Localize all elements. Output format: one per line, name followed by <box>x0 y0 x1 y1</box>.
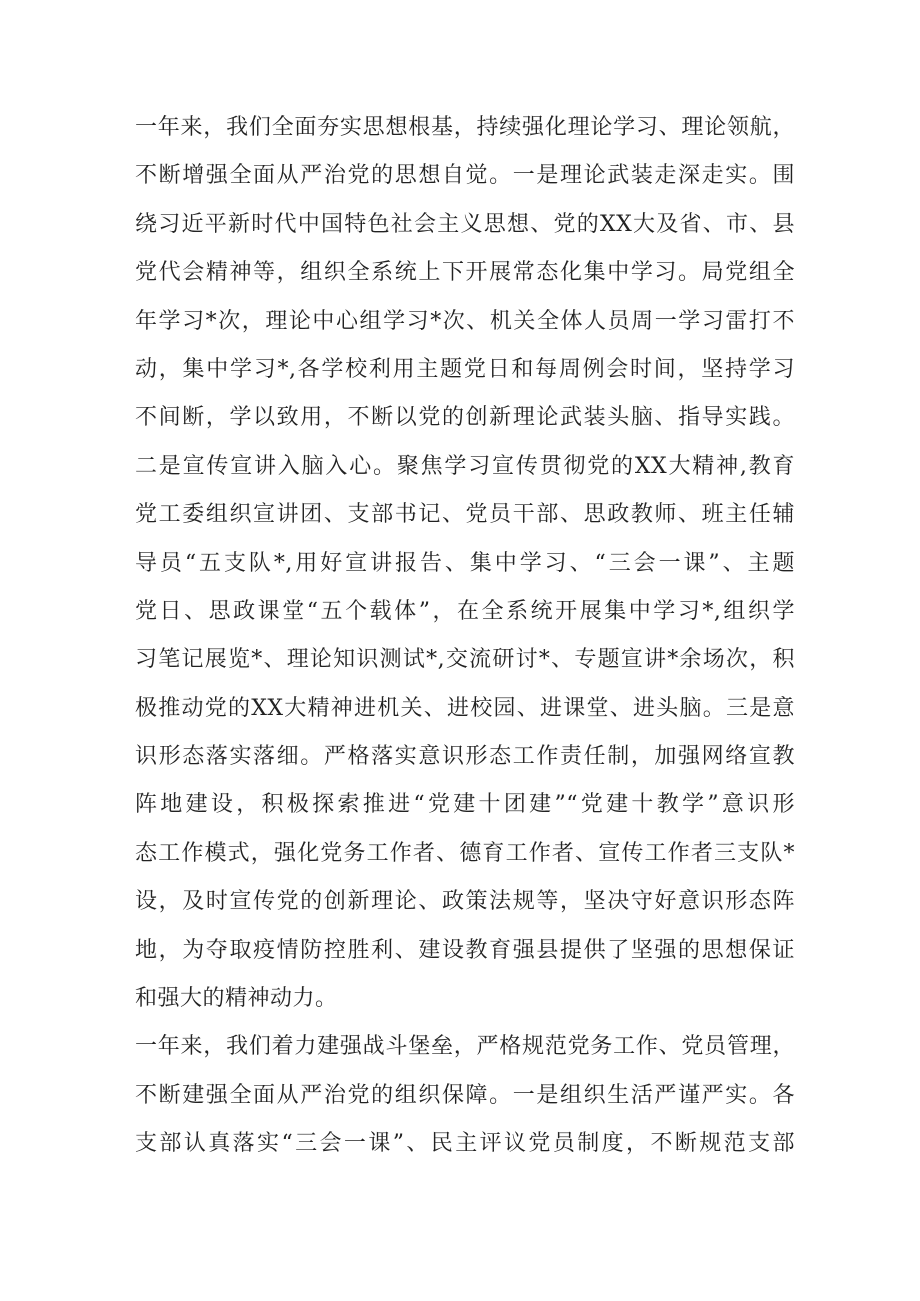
text-line: 二是宣传宣讲入脑入心。聚焦学习宣传贯彻党的XX大精神,教育 <box>135 453 795 479</box>
text-line: 导员“五支队*,用好宣讲报告、集中学习、“三会一课”、主题 <box>135 550 795 576</box>
text-line: 不断增强全面从严治党的思想自觉。一是理论武装走深走实。围 <box>135 163 795 189</box>
text-line: 党日、思政课堂“五个载体”，在全系统开展集中学习*,组织学 <box>135 598 795 624</box>
paragraph-ideology <box>135 104 795 1023</box>
text-line: 绕习近平新时代中国特色社会主义思想、党的XX大及省、市、县 <box>135 211 795 237</box>
text-line: 不断建强全面从严治党的组织保障。一是组织生活严谨严实。各 <box>135 1082 795 1108</box>
text-line: 一年来，我们着力建强战斗堡垒，严格规范党务工作、党员管理， <box>135 1034 795 1060</box>
text-line: 动，集中学习*,各学校利用主题党日和每周例会时间，坚持学习 <box>135 356 795 382</box>
text-line: 党代会精神等，组织全系统上下开展常态化集中学习。局党组全 <box>135 260 795 286</box>
text-line: 习笔记展览*、理论知识测试*,交流研讨*、专题宣讲*余场次，积 <box>135 647 795 673</box>
text-line: 和强大的精神动力。 <box>135 986 338 1012</box>
text-line: 极推动党的XX大精神进机关、进校园、进课堂、进头脑。三是意 <box>135 695 795 721</box>
paragraph-organization <box>135 1023 795 1168</box>
text-line: 地，为夺取疫情防控胜利、建设教育强县提供了坚强的思想保证 <box>135 937 795 963</box>
document-body <box>135 104 795 1169</box>
text-line: 年学习*次，理论中心组学习*次、机关全体人员周一学习雷打不 <box>135 308 795 334</box>
text-line: 识形态落实落细。严格落实意识形态工作责任制，加强网络宣教 <box>135 744 795 770</box>
text-line: 阵地建设，积极探索推进“党建十团建”“党建十教学”意识形 <box>135 792 795 818</box>
text-line: 态工作模式，强化党务工作者、德育工作者、宣传工作者三支队* <box>135 840 795 866</box>
text-line: 党工委组织宣讲团、支部书记、党员干部、思政教师、班主任辅 <box>135 502 795 528</box>
text-line: 设，及时宣传党的创新理论、政策法规等，坚决守好意识形态阵 <box>135 889 795 915</box>
text-line: 不间断，学以致用，不断以党的创新理论武装头脑、指导实践。 <box>135 405 795 431</box>
text-line: 支部认真落实“三会一课”、民主评议党员制度，不断规范支部 <box>135 1131 795 1157</box>
text-line: 一年来，我们全面夯实思想根基，持续强化理论学习、理论领航， <box>135 115 795 140</box>
